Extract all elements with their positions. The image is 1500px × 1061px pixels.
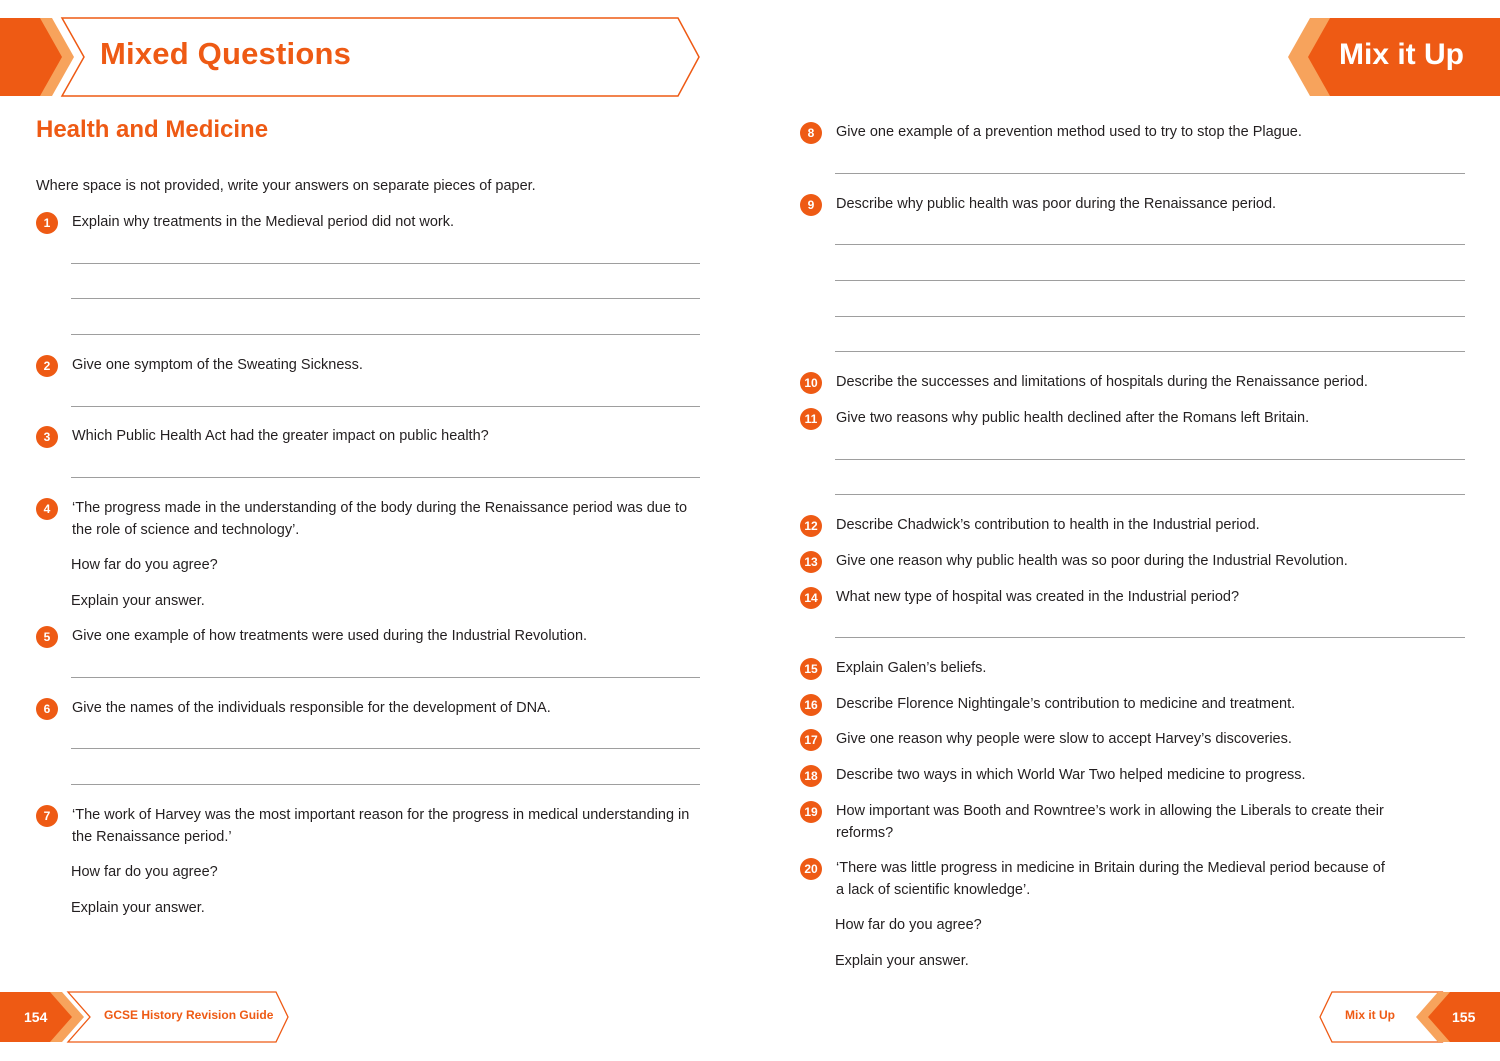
question-text: Give one example of a prevention method used to try to stop the Plague. bbox=[836, 124, 1302, 140]
question-number-badge: 8 bbox=[800, 122, 822, 144]
answer-line[interactable] bbox=[835, 459, 1465, 460]
answer-line[interactable] bbox=[71, 477, 700, 478]
question-text: Describe Chadwick’s contribution to health in the Industrial period. bbox=[836, 517, 1260, 533]
answer-line[interactable] bbox=[71, 748, 700, 749]
question-number-badge: 20 bbox=[800, 858, 822, 880]
question-followup: Explain your answer. bbox=[835, 953, 969, 969]
page-number-left: 154 bbox=[24, 1009, 48, 1025]
answer-line[interactable] bbox=[71, 298, 700, 299]
answer-line[interactable] bbox=[71, 677, 700, 678]
question-number-badge: 11 bbox=[800, 408, 822, 430]
question-number-badge: 6 bbox=[36, 698, 58, 720]
answer-line[interactable] bbox=[835, 351, 1465, 352]
question-number-badge: 19 bbox=[800, 801, 822, 823]
question-text: Give the names of the individuals responsible for the development of DNA. bbox=[72, 700, 551, 716]
question-number-badge: 3 bbox=[36, 426, 58, 448]
section-tab-title: Mix it Up bbox=[1339, 38, 1464, 71]
question-number-badge: 12 bbox=[800, 515, 822, 537]
question-text: Describe why public health was poor during the Renaissance period. bbox=[836, 196, 1277, 212]
answer-line[interactable] bbox=[71, 263, 700, 264]
answer-line[interactable] bbox=[71, 784, 700, 785]
answer-line[interactable] bbox=[835, 173, 1465, 174]
question-text: Give one example of how treatments were used during the Industrial Revolution. bbox=[72, 628, 588, 644]
question-text: ‘The progress made in the understanding of the body during the Renaissance period was due to the role of science and technology’. bbox=[72, 500, 688, 538]
question-text: ‘The work of Harvey was the most important reason for the progress in medical understanding in the Renaissance period.’ bbox=[72, 807, 690, 845]
question-followup: Explain your answer. bbox=[71, 900, 205, 916]
page-number-right: 155 bbox=[1452, 1009, 1476, 1025]
question-followup: Explain your answer. bbox=[71, 593, 205, 609]
question-number-badge: 18 bbox=[800, 765, 822, 787]
question-number-badge: 1 bbox=[36, 212, 58, 234]
answer-line[interactable] bbox=[835, 637, 1465, 638]
answer-line[interactable] bbox=[835, 280, 1465, 281]
question-number-badge: 15 bbox=[800, 658, 822, 680]
question-text: Describe two ways in which World War Two helped medicine to progress. bbox=[836, 767, 1306, 783]
footer-book-title: GCSE History Revision Guide bbox=[104, 1008, 274, 1022]
question-text: Which Public Health Act had the greater impact on public health? bbox=[72, 428, 489, 444]
question-text: Explain Galen’s beliefs. bbox=[836, 660, 987, 676]
instructions-text: Where space is not provided, write your answers on separate pieces of paper. bbox=[36, 178, 536, 194]
question-text: Give one symptom of the Sweating Sickness. bbox=[72, 357, 363, 373]
answer-line[interactable] bbox=[835, 244, 1465, 245]
question-text: ‘There was little progress in medicine in Britain during the Medieval period because of a lack of scientific knowledge’. bbox=[836, 860, 1385, 898]
question-text: What new type of hospital was created in the Industrial period? bbox=[836, 589, 1240, 605]
answer-line[interactable] bbox=[835, 494, 1465, 495]
question-text: Explain why treatments in the Medieval period did not work. bbox=[72, 214, 455, 230]
question-number-badge: 14 bbox=[800, 587, 822, 609]
question-number-badge: 16 bbox=[800, 694, 822, 716]
question-number-badge: 7 bbox=[36, 805, 58, 827]
question-number-badge: 10 bbox=[800, 372, 822, 394]
footer-section-title: Mix it Up bbox=[1345, 1008, 1395, 1022]
question-text: Give one reason why public health was so poor during the Industrial Revolution. bbox=[836, 553, 1348, 569]
answer-line[interactable] bbox=[71, 334, 700, 335]
page-title: Mixed Questions bbox=[100, 36, 352, 71]
question-text: Describe Florence Nightingale’s contribution to medicine and treatment. bbox=[836, 696, 1296, 712]
question-number-badge: 9 bbox=[800, 194, 822, 216]
question-number-badge: 13 bbox=[800, 551, 822, 573]
question-text: How important was Booth and Rowntree’s work in allowing the Liberals to create their reforms? bbox=[836, 803, 1384, 841]
question-number-badge: 5 bbox=[36, 626, 58, 648]
question-number-badge: 17 bbox=[800, 729, 822, 751]
section-heading: Health and Medicine bbox=[36, 116, 269, 143]
question-text: Give one reason why people were slow to accept Harvey’s discoveries. bbox=[836, 731, 1292, 747]
answer-line[interactable] bbox=[835, 316, 1465, 317]
answer-line[interactable] bbox=[71, 406, 700, 407]
question-followup: How far do you agree? bbox=[71, 557, 218, 573]
question-followup: How far do you agree? bbox=[835, 917, 982, 933]
question-text: Describe the successes and limitations of hospitals during the Renaissance period. bbox=[836, 374, 1368, 390]
question-number-badge: 4 bbox=[36, 498, 58, 520]
question-text: Give two reasons why public health declined after the Romans left Britain. bbox=[836, 410, 1310, 426]
question-followup: How far do you agree? bbox=[71, 864, 218, 880]
question-number-badge: 2 bbox=[36, 355, 58, 377]
